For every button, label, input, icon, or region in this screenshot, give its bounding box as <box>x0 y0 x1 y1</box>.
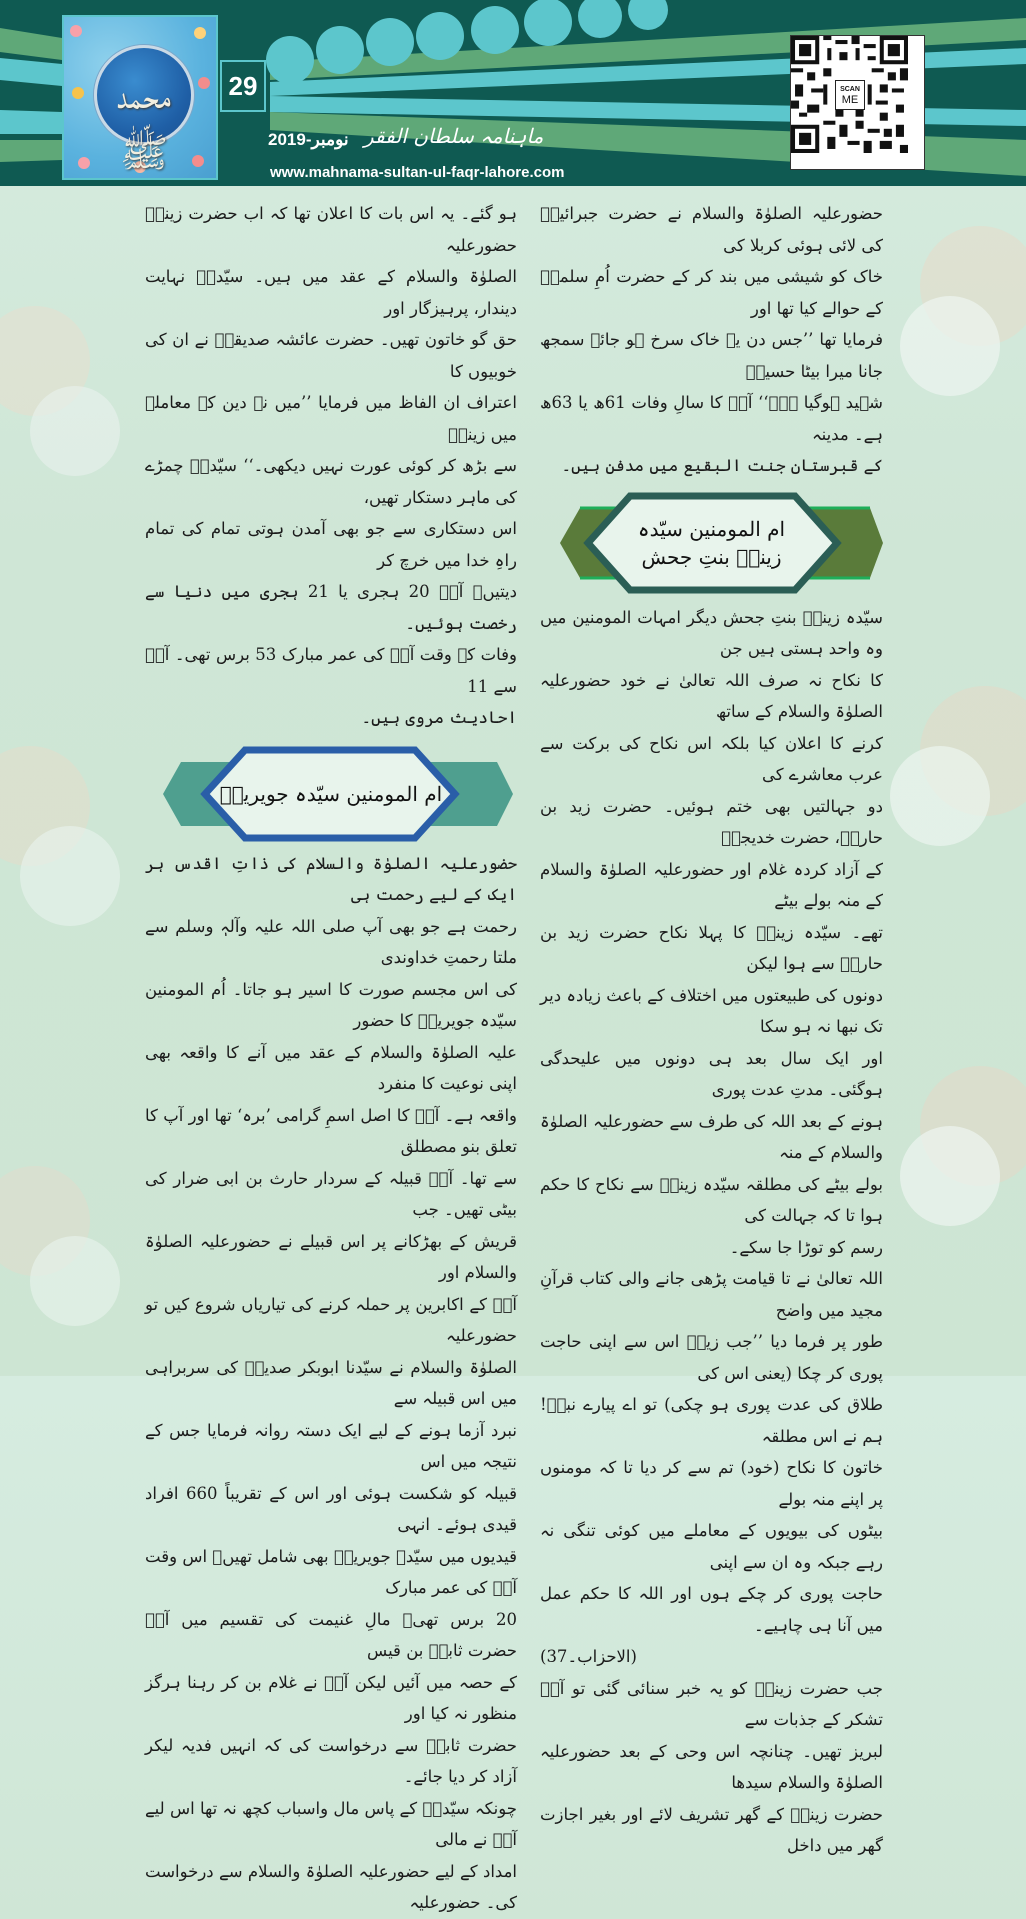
text-line: 20 برس تھی۔ مالِ غنیمت کی تقسیم میں آپؓ حضرت ثابتؓ بن قیس <box>145 1609 517 1660</box>
text-line: خاک کو شیشی میں بند کر کے حضرت اُمِ سلمہؓ کے حوالے کیا تھا اور <box>540 267 883 318</box>
page-number: 29 <box>220 60 266 112</box>
intro-paragraph-left <box>145 198 517 734</box>
issue-date: نومبر-2019 <box>268 130 349 149</box>
text-line: الصلوٰۃ والسلام نے سیّدنا ابوبکر صدیقؓ کی سربراہی میں اس قبیلہ سے <box>145 1357 517 1408</box>
body-paragraph-right <box>540 602 883 1264</box>
text-line: سے بڑھ کر کوئی عورت نہیں دیکھی۔‘‘ سیّدہؓ چمڑے کی ماہر دستکار تھیں، <box>145 456 517 507</box>
text-line: بولے بیٹے کی مطلقہ سیّدہ زینبؓ سے نکاح کا حکم ہوا تا کہ جہالت کی <box>540 1174 883 1225</box>
text-line: حضرت زینبؓ کے گھر تشریف لائے اور بغیر اجازت گھر میں داخل <box>540 1804 883 1855</box>
text-line: دیتیں۔ آپؓ 20 ہجری یا 21 ہجری میں دنیا سے رخصت ہوئیں۔ <box>145 582 517 633</box>
text-line: سے تھا۔ آپؓ قبیلہ کے سردار حارث بن ابی ضرار کی بیٹی تھیں۔ جب <box>145 1168 517 1219</box>
text-line: حضورعلیہ الصلوٰۃ والسلام کی ذاتِ اقدس ہر ایک کے لیے رحمت ہی <box>145 853 517 904</box>
text-line: بیٹوں کی بیویوں کے معاملے میں کوئی تنگی نہ رہے جبکہ وہ ان سے اپنی <box>540 1521 883 1572</box>
text-line: تھے۔ سیّدہ زینبؓ کا پہلا نکاح حضرت زید بن حارثؓ سے ہوا لیکن <box>540 922 883 973</box>
text-line: ہونے کے بعد اللہ کی طرف سے حضورعلیہ الصلوٰۃ والسلام کے منہ <box>540 1111 883 1162</box>
intro-paragraph-right <box>540 198 883 482</box>
text-line: حق گو خاتون تھیں۔ حضرت عائشہ صدیقہؓ نے ان کی خوبیوں کا <box>145 330 517 381</box>
text-line: اللہ تعالیٰ نے تا قیامت پڑھی جانے والی کتاب قرآنِ مجید میں واضح <box>540 1269 883 1320</box>
text-line: اعتراف ان الفاظ میں فرمایا ’’میں نے دین کے معاملے میں زینبؓ <box>145 393 517 444</box>
text-line: جب حضرت زینبؓ کو یہ خبر سنائی گئی تو آپؓ تشکر کے جذبات سے <box>540 1678 883 1729</box>
heading-title: ام المومنین سیّدہ جویریہؓ <box>219 781 443 806</box>
text-line: کے آزاد کردہ غلام اور حضورعلیہ الصلوٰۃ والسلام کے منہ بولے بیٹے <box>540 859 883 910</box>
text-line: قبیلہ کو شکست ہوئی اور اس کے تقریباً 660 افراد قیدی ہوئے۔ انہی <box>145 1483 517 1534</box>
text-line: اور ایک سال بعد ہی دونوں میں علیحدگی ہوگئی۔ مدتِ عدت پوری <box>540 1048 883 1099</box>
text-line: حضرت ثابتؓ سے درخواست کی کہ انہیں فدیہ لیکر آزاد کر دیا جائے۔ <box>145 1735 517 1786</box>
logo-medallion-box <box>62 15 218 180</box>
text-line: وفات کے وقت آپؓ کی عمر مبارک 53 برس تھی۔ آپؓ سے 11 <box>145 645 517 696</box>
text-line: چونکہ سیّدہؓ کے پاس مال واسباب کچھ نہ تھا اس لیے آپؓ نے مالی <box>145 1798 517 1849</box>
text-line: کے حصہ میں آئیں لیکن آپؓ نے غلام بن کر رہنا ہرگز منظور نہ کیا اور <box>145 1672 517 1723</box>
text-line: قریش کے بھڑکانے پر اس قبیلے نے حضورعلیہ الصلوٰۃ والسلام اور <box>145 1231 517 1282</box>
text-line: لبریز تھیں۔ چنانچہ اس وحی کے بعد حضورعلیہ الصلوٰۃ والسلام سیدھا <box>540 1741 883 1792</box>
text-line: امداد کے لیے حضورعلیہ الصلوٰۃ والسلام سے درخواست کی۔ حضورعلیہ <box>145 1861 517 1912</box>
text-line: نبرد آزما ہونے کے لیے ایک دستہ روانہ فرمایا جس کے نتیجہ میں اس <box>145 1420 517 1471</box>
text-line: سیّدہ زینبؓ بنتِ جحش دیگر امہات المومنین میں وہ واحد ہستی ہیں جن <box>540 607 883 658</box>
text-line: قیدیوں میں سیّدہ جویریہؓ بھی شامل تھیں۔ اس وقت آپؓ کی عمر مبارک <box>145 1546 517 1597</box>
background-floral-left <box>0 186 160 1376</box>
text-line: طور پر فرما دیا ’’جب زیدؓ اس سے اپنی حاجت پوری کر چکا (یعنی اس کی <box>540 1332 883 1383</box>
text-line: حضورعلیہ الصلوٰۃ والسلام نے حضرت جبرائیلؑ کی لائی ہوئی کربلا کی <box>540 204 883 255</box>
text-line: حاجت پوری کر چکے ہوں اور اللہ کا حکم عمل میں آنا ہی چاہیے۔ <box>540 1584 883 1635</box>
text-line: رسم کو توڑا جا سکے۔ <box>729 1237 883 1257</box>
closing-paragraph-right <box>540 1673 883 1862</box>
medallion-calligraphy: محمد ﷺ <box>116 72 172 176</box>
text-line: اس دستکاری سے جو بھی آمدن ہوتی تمام کی تمام راہِ خدا میں خرچ کر <box>145 519 517 570</box>
text-line: رحمت ہے جو بھی آپ صلی اللہ علیہ وآلہٖ وسلم سے ملتا رحمتِ خداوندی <box>145 916 517 967</box>
medallion <box>94 45 194 176</box>
text-line: علیہ الصلوٰۃ والسلام کے عقد میں آنے کا واقعہ بھی اپنی نوعیت کا منفرد <box>145 1042 517 1093</box>
text-line: ہو گئے۔ یہ اس بات کا اعلان تھا کہ اب حضرت زینبؓ حضورعلیہ <box>145 204 517 255</box>
qr-code[interactable] <box>790 35 925 170</box>
text-line: کی اس مجسم صورت کا اسیر ہو جاتا۔ اُم المومنین سیّدہ جویریہؓ کا حضور <box>145 979 517 1030</box>
text-line: خاتون کا نکاح (خود) تم سے کر دیا تا کہ مومنوں پر اپنے منہ بولے <box>540 1458 883 1509</box>
text-line: کا نکاح نہ صرف اللہ تعالیٰ نے خود حضورعلیہ الصلوٰۃ والسلام کے ساتھ <box>540 670 883 721</box>
qr-scan-me-label: SCAN ME <box>835 80 865 110</box>
text-line: دو جہالتیں بھی ختم ہوئیں۔ حضرت زید بن حارثؓ، حضرت خدیجہؓ <box>540 796 883 847</box>
text-line: دونوں کی طبیعتوں میں اختلاف کے باعث زیادہ دیر تک نبھا نہ ہو سکا <box>540 985 883 1036</box>
quran-paragraph <box>540 1263 883 1673</box>
page-header <box>0 0 1026 186</box>
article-column-right <box>540 198 883 1862</box>
text-line: طلاق کی عدت پوری ہو چکی) تو اے پیارے نبیؐ! ہم نے اس مطلقہ <box>540 1395 883 1446</box>
magazine-name: ماہنامہ سلطان الفقر <box>364 124 544 148</box>
text-line: احادیث مروی ہیں۔ <box>361 708 517 727</box>
section-heading-zainab <box>540 488 883 598</box>
heading-line: زینبؓ بنتِ جحش <box>641 544 782 569</box>
text-line: کے قبرستان جنت البقیع میں مدفن ہیں۔ <box>561 456 883 475</box>
quran-reference: (الاحزاب۔37) <box>540 1647 637 1666</box>
website-link[interactable]: www.mahnama-sultan-ul-faqr-lahore.com <box>270 164 565 181</box>
section-heading-juwayriyah <box>145 744 517 844</box>
text-line: کرنے کا اعلان کیا بلکہ اس نکاح کی برکت سے عرب معاشرے کی <box>540 733 883 784</box>
heading-title <box>540 488 883 598</box>
background-floral-right <box>880 186 1026 1376</box>
heading-line: ام المومنین سیّدہ <box>637 516 786 541</box>
article-column-left <box>145 198 517 1919</box>
body-paragraph-left <box>145 848 517 1919</box>
masthead <box>232 124 562 156</box>
text-line: آپؐ کے اکابرین پر حملہ کرنے کی تیاریاں شروع کیں تو حضورعلیہ <box>145 1294 517 1345</box>
text-line: الصلوٰۃ والسلام کے عقد میں ہیں۔ سیّدہؓ نہایت دیندار، پرہیزگار اور <box>145 267 517 318</box>
text-line: شہید ہوگیا ہے۔‘‘ آپؓ کا سالِ وفات 61ھ یا 63ھ ہے۔ مدینہ <box>540 393 883 444</box>
text-line: فرمایا تھا ’’جس دن یہ خاک سرخ ہو جائے سمجھ جانا میرا بیٹا حسینؓ <box>540 330 883 381</box>
text-line: واقعہ ہے۔ آپؓ کا اصل اسمِ گرامی ’برہ‘ تھا اور آپ کا تعلق بنو مصطلق <box>145 1105 517 1156</box>
